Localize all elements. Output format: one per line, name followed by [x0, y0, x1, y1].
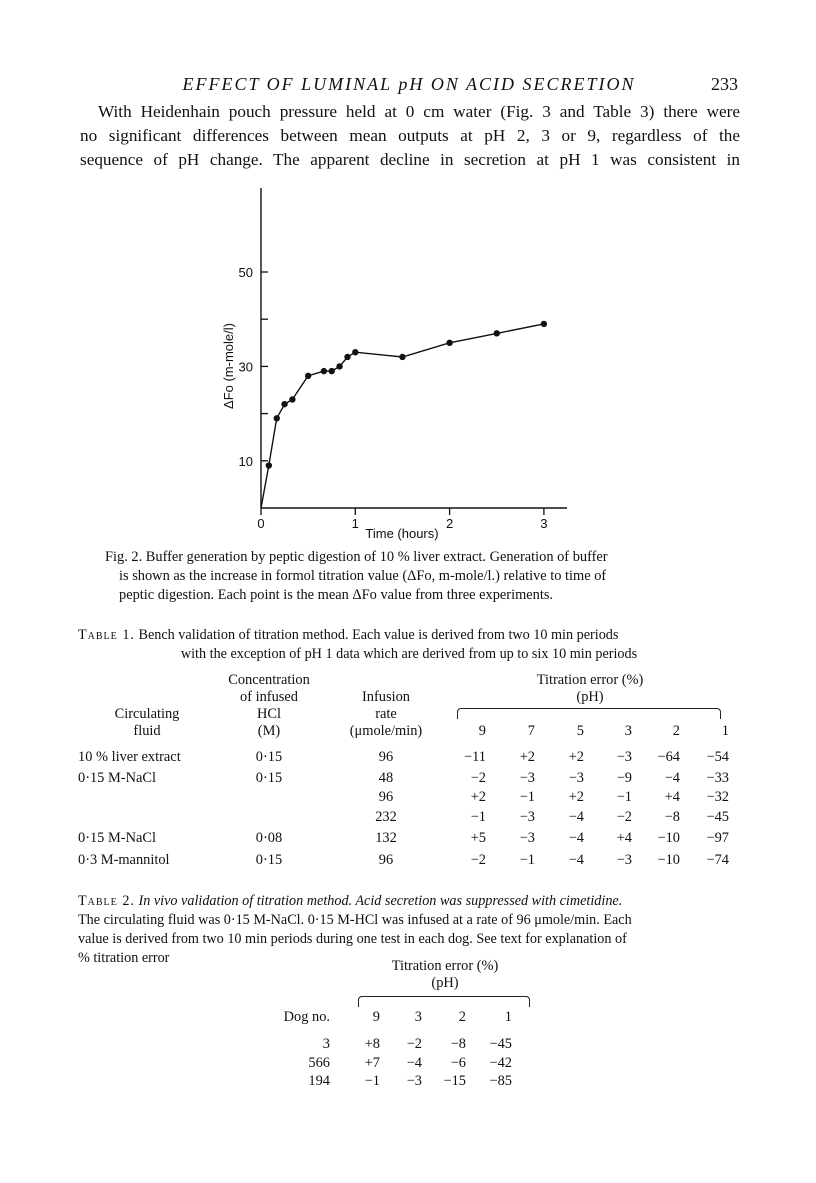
page-number: 233: [711, 74, 738, 94]
table-cell-fluid: 0·15 M-NaCl: [78, 770, 156, 786]
col-header: fluid: [133, 723, 161, 739]
col-header: HCl: [257, 706, 281, 722]
ph-header: 9: [478, 723, 486, 739]
data-point: [446, 340, 452, 346]
table-cell-value: −74: [706, 852, 729, 868]
table-2-caption: [78, 892, 740, 968]
table-cell-value: −2: [406, 1036, 422, 1052]
data-point: [321, 368, 327, 374]
table-cell-value: −3: [616, 852, 632, 868]
table-cell-value: −1: [519, 789, 535, 805]
col-header: rate: [375, 706, 397, 722]
table-cell-value: −1: [470, 809, 486, 825]
caption-line: with the exception of pH 1 data which are derived from up to six 10 min periods: [180, 646, 638, 662]
x-tick-label: 0: [257, 516, 265, 531]
data-point: [494, 330, 500, 336]
table-cell-fluid: 0·3 M-mannitol: [78, 852, 170, 868]
table-cell-fluid: 10 % liver extract: [78, 749, 181, 765]
caption-line: % titration error: [78, 950, 170, 966]
x-axis-label: Time (hours): [365, 526, 439, 541]
table-cell-value: −3: [406, 1073, 422, 1089]
col-header: Dog no.: [283, 1009, 330, 1025]
table-cell-value: −33: [706, 770, 729, 786]
data-point: [344, 354, 350, 360]
series-line: [261, 324, 544, 508]
table-cell-value: −1: [519, 852, 535, 868]
table-cell-value: +7: [364, 1055, 380, 1071]
x-tick-label: 2: [445, 516, 454, 531]
col-header: (μmole/min): [349, 723, 423, 739]
col-header: (pH): [431, 975, 459, 991]
y-tick-label: 30: [238, 359, 253, 375]
data-point: [399, 354, 405, 360]
ph-header: 9: [372, 1009, 380, 1025]
table-cell-value: −3: [519, 809, 535, 825]
table-cell-value: −3: [568, 770, 584, 786]
table-cell-rate: 48: [378, 770, 394, 786]
paragraph-line: With Heidenhain pouch pressure held at 0 cm water (Fig. 3 and Table 3) there were: [98, 102, 740, 121]
data-point: [289, 396, 295, 402]
table-cell-conc: 0·15: [255, 770, 283, 786]
table-cell-value: −1: [364, 1073, 380, 1089]
paragraph-line: no significant differences between mean outputs at pH 2, 3 or 9, regardless of the: [80, 126, 740, 145]
table-cell-value: −2: [470, 770, 486, 786]
caption-line: is shown as the increase in formol titration value (ΔFo, m-mole/l.) relative to time of: [119, 568, 607, 584]
data-point: [274, 415, 280, 421]
table-cell-rate: 232: [375, 809, 397, 825]
table-cell-value: +2: [568, 789, 584, 805]
table-cell-value: +2: [519, 749, 535, 765]
table-cell-value: +8: [364, 1036, 380, 1052]
ph-header: 3: [624, 723, 632, 739]
table-cell-value: +4: [616, 830, 632, 846]
table-cell-value: +2: [470, 789, 486, 805]
header-brace: [457, 708, 721, 719]
data-point: [266, 462, 272, 468]
table-cell-value: −97: [706, 830, 729, 846]
table-cell-value: −9: [616, 770, 632, 786]
table-cell-rate: 96: [378, 852, 394, 868]
table-cell-value: −42: [489, 1055, 512, 1071]
col-header: Infusion: [362, 689, 410, 705]
table-cell-rate: 132: [375, 830, 397, 846]
ph-header: 2: [672, 723, 680, 739]
caption-line: In vivo validation of titration method. Acid secretion was suppressed with cimetidine.: [138, 893, 623, 909]
figure-2-chart: [0, 0, 816, 545]
table-cell-value: −64: [657, 749, 680, 765]
y-tick-label: 50: [238, 265, 253, 280]
table-cell-value: −54: [706, 749, 729, 765]
caption-line: peptic digestion. Each point is the mean ΔFo value from three experiments.: [119, 587, 554, 603]
running-title: EFFECT OF LUMINAL pH ON ACID SECRETION: [182, 74, 636, 94]
table-cell-dog: 194: [308, 1073, 330, 1089]
table-cell-conc: 0·15: [255, 749, 283, 765]
paragraph-line: sequence of pH change. The apparent decline in secretion at pH 1 was consistent in: [80, 150, 740, 169]
ph-header: 1: [504, 1009, 512, 1025]
table-cell-value: −4: [568, 852, 584, 868]
col-header: of infused: [240, 689, 298, 705]
table-cell-conc: 0·15: [255, 852, 283, 868]
col-header: Concentration: [228, 672, 310, 688]
table-cell-value: −4: [406, 1055, 422, 1071]
caption-line: Bench validation of titration method. Each value is derived from two 10 min periods: [138, 627, 619, 643]
table-cell-value: −45: [489, 1036, 512, 1052]
caption-line: The circulating fluid was 0·15 M-NaCl. 0·15 M-HCl was infused at a rate of 96 μmole/min. Each: [78, 912, 632, 928]
figure-caption: [105, 548, 711, 605]
table-cell-value: −15: [443, 1073, 466, 1089]
col-header: Circulating: [114, 706, 180, 722]
ph-header: 5: [576, 723, 584, 739]
col-header: Titration error (%): [391, 958, 499, 974]
table-cell-value: −2: [470, 852, 486, 868]
x-tick-label: 3: [540, 516, 548, 531]
table-cell-value: +4: [664, 789, 680, 805]
table-cell-fluid: 0·15 M-NaCl: [78, 830, 156, 846]
table-cell-value: −3: [616, 749, 632, 765]
x-tick-label: 1: [351, 516, 359, 531]
table-cell-conc: 0·08: [255, 830, 283, 846]
table-cell-value: −1: [616, 789, 632, 805]
table-cell-value: −3: [519, 770, 535, 786]
table-cell-value: −85: [489, 1073, 512, 1089]
table-cell-value: −45: [706, 809, 729, 825]
ph-header: 1: [721, 723, 729, 739]
table-cell-value: −10: [657, 830, 680, 846]
caption-line: Fig. 2. Buffer generation by peptic digestion of 10 % liver extract. Generation of buffer: [105, 549, 608, 565]
col-header: (pH): [576, 689, 604, 705]
data-point: [541, 321, 547, 327]
table-cell-value: −4: [664, 770, 680, 786]
data-point: [329, 368, 335, 374]
ph-header: 2: [458, 1009, 466, 1025]
data-point: [305, 373, 311, 379]
header-brace: [358, 996, 530, 1007]
table-cell-value: −4: [568, 830, 584, 846]
table-cell-value: −4: [568, 809, 584, 825]
table-cell-rate: 96: [378, 789, 394, 805]
table-cell-dog: 566: [308, 1055, 330, 1071]
col-header: (M): [257, 723, 281, 739]
data-point: [352, 349, 358, 355]
table-cell-value: +2: [568, 749, 584, 765]
table-cell-value: −3: [519, 830, 535, 846]
table-cell-value: −10: [657, 852, 680, 868]
ph-header: 7: [527, 723, 535, 739]
table-cell-value: −8: [664, 809, 680, 825]
table-cell-rate: 96: [378, 749, 394, 765]
table-cell-dog: 3: [322, 1036, 330, 1052]
table-1-caption: [78, 626, 740, 664]
col-header: Titration error (%): [536, 672, 644, 688]
table-cell-value: +5: [470, 830, 486, 846]
table-label: Table 1.: [78, 627, 135, 643]
table-cell-value: −6: [450, 1055, 466, 1071]
ph-header: 3: [414, 1009, 422, 1025]
y-axis-label: ΔFo (m-mole/l): [221, 323, 236, 409]
table-cell-value: −8: [450, 1036, 466, 1052]
table-cell-value: −11: [464, 749, 486, 765]
table-label: Table 2.: [78, 893, 135, 909]
caption-line: value is derived from two 10 min periods during one test in each dog. See text for explanation of: [78, 931, 627, 947]
data-point: [336, 363, 342, 369]
data-point: [281, 401, 287, 407]
table-cell-value: −2: [616, 809, 632, 825]
y-tick-label: 10: [238, 453, 253, 469]
table-cell-value: −32: [706, 789, 729, 805]
